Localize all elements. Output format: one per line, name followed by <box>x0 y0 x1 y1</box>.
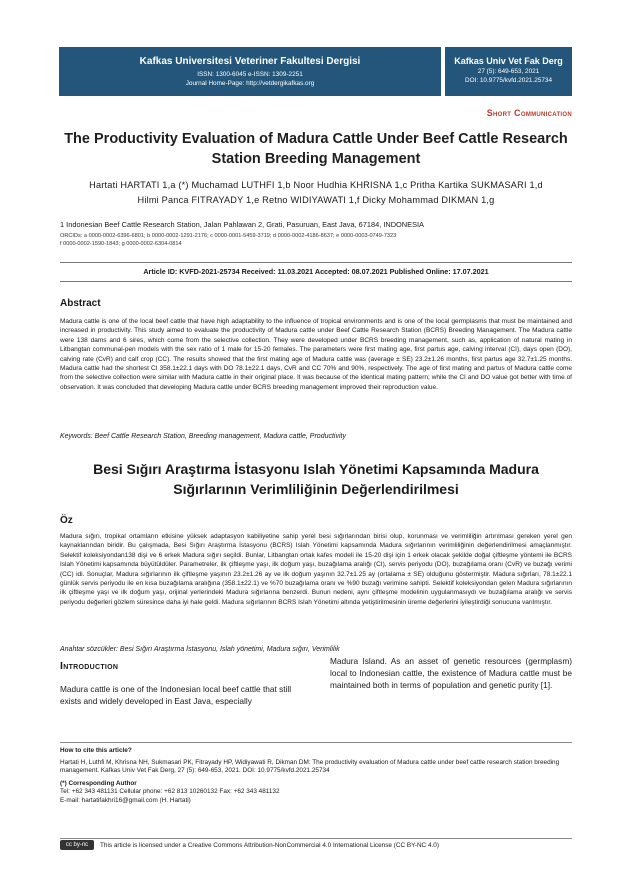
turkish-title: Besi Sığırı Araştırma İstasyonu Islah Yönetimi Kapsamında Madura Sığırlarının Verimliliğinin Değerlendirilmesi <box>93 461 539 497</box>
cite-body: Hartati H, Luthfi M, Khrisna NH, Sukmasari PK, Fitrayady HP, Widiyawati R, Dikman DM: The productivity evaluation of Madura cattle under beef cattle research station breeding management. Kafkas Univ Vet Fak Derg, 27 (5): 649-653, 2021. DOI: 10.9775/kvfd.2021.25734 <box>60 758 560 775</box>
oz-heading: Öz <box>60 515 73 526</box>
cc-license-icon[interactable]: cc by-nc <box>60 840 94 850</box>
license-text: This article is licensed under a Creative Commons Attribution-NonCommercial 4.0 International License (CC BY-NC 4.0) <box>100 842 439 849</box>
journal-banner <box>59 47 441 96</box>
affiliation: 1 Indonesian Beef Cattle Research Station, Jalan Pahlawan 2, Grati, Pasuruan, East Java, 67184, INDONESIA <box>60 220 424 229</box>
orcid-line-2: f 0000-0002-1590-1843; g 0000-0002-6304-0814 <box>60 241 182 247</box>
orcids <box>60 232 572 248</box>
oz-text: Madura sığırı, tropikal ortamların etkisine yüksek adaptasyon kabiliyetine sahip yerel besi sığırlarından birisi olup, korunması ve verimliliğin artırılması gereken yerel gen kaynaklarından biridir. Bu çalışmada, Besi Sığırı Araştırma İstasyonu (BCRS) Islah Yönetimi kapsamında Madura sığırlarının verimliliğinin değerlendirilmesi amaçlanmıştır. Selektif koleksiyondan138 dişi ve 6 erkek Madura sığırı seçildi. Bunlar, Litbangtan ortak kafes modeli ile 15-20 dişi için 1 erkek olacak şekilde doğal çiftleşme yöntemi ile BCRS Islah Yönetimi kapsamında büyütüldüler. Parametreler, ilk çiftleşme yaşı, ilk doğum yaşı, buzağılama aralığı (CI), servis periyodu (DO), buzağılama oranı (CvR) ve buzağı verimi (CC) idi. Sonuçlar, Madura sığırlarının ilk çiftleşme yaşının 23.2±1.26 ay ve ilk doğum yaşının 32.7±1.25 ay (ortalama ± SE) olduğunu göstermiştir. Madura sığırları, 78.1±22.1 günlük servis periyodu ile en kısa buzağılama aralığına (358.1±22.1) ve %70 buzağılama oranı ve %90 buzağı verimine sahipti. Selektif koleksiyondan gelen Madura sığırlarının ilk çiftleşme yaşı ve ilk doğum yaşı, orijinal yerlerindeki Madura sığırlarına benzerdi. Bunun nedeni, aynı çiftleşme modelinin uygulanmasıydı ve buzağılama aralığı ve servis periyodu değerleri gözlem süresince daha iyi hale geldi. Madura sığırlarının BCRS Islah Yönetimi altında yetiştirilmesinin üreme değerlerini iyileştirdiği sonucuna varılmıştır. <box>60 533 572 606</box>
article-info-bar: Article ID: KVFD-2021-25734 Received: 11.03.2021 Accepted: 08.07.2021 Published Online: 17.07.2021 <box>60 262 572 282</box>
authors-line-2: Hilmi Panca FITRAYADY 1,e Retno WIDIYAWATI 1,f Dicky Mohammad DIKMAN 1,g <box>137 195 495 205</box>
corresponding-heading: (*) Corresponding Author <box>60 779 137 787</box>
citation-box <box>60 742 572 853</box>
journal-doi[interactable]: DOI: 10.9775/kvfd.2021.25734 <box>464 77 553 84</box>
orcid-line-1: ORCIDs: a 0000-0002-6396-6801; b 0000-0002-1291-2176; c 0000-0001-5459-3719; d 0000-0002-4186-8637; e 0000-0003-0749-7323 <box>60 233 397 239</box>
corresponding-email[interactable]: E-mail: hartatifakhri16@gmail.com (H. Hartati) <box>60 796 191 804</box>
journal-issue: 27 (5): 649-653, 2021 <box>477 68 540 75</box>
introduction-left-column: Madura cattle is one of the Indonesian local beef cattle that still exists and widely developed in East Java, especially <box>60 684 292 706</box>
anahtar-sozcukler: Anahtar sözcükler: Besi Sığırı Araştırma İstasyonu, Islah yönetimi, Madura sığırı, Verimlilik <box>60 646 340 653</box>
journal-citation-box <box>445 47 572 96</box>
abstract-heading: Abstract <box>60 298 101 309</box>
authors-line-1: Hartati HARTATI 1,a (*) Muchamad LUTHFI 1,b Noor Hudhia KHRISNA 1,c Pritha Kartika SUKMASARI 1,d <box>89 180 543 190</box>
journal-homepage[interactable]: Journal Home-Page: http://vetdergikafkas.org <box>185 80 315 87</box>
paper-title: The Productivity Evaluation of Madura Cattle Under Beef Cattle Research Station Breeding Management <box>64 131 568 167</box>
journal-issn: ISSN: 1300-6045 e-ISSN: 1309-2251 <box>197 71 303 78</box>
introduction-heading: Introduction <box>60 660 119 672</box>
journal-short-name: Kafkas Univ Vet Fak Derg <box>454 56 563 66</box>
authors <box>60 178 572 208</box>
article-type: Short Communication <box>486 108 572 118</box>
license-footer <box>60 838 572 853</box>
corresponding-tel: Tel: +62 343 481131 Cellular phone: +62 813 10260132 Fax: +62 343 481132 <box>60 788 280 796</box>
keywords: Keywords: Beef Cattle Research Station, Breeding management, Madura cattle, Productivity <box>60 433 346 440</box>
journal-name: Kafkas Universitesi Veteriner Fakultesi Dergisi <box>139 56 361 67</box>
cite-heading: How to cite this article? <box>60 747 132 754</box>
abstract-text: Madura cattle is one of the local beef cattle that have high adaptability to the influence of tropical environments and is one of the local germplasms that must be maintained and increased in productivity. This study aimed to evaluate the productivity of Madura cattle under Beef Cattle Research Station (BCRS) Breeding Management. The Madura cattle were 138 dams and 6 sires, which come from the selective collection. They were developed under BCRS breeding management, such as, application of natural mating in Litbangtan communal-pen models with the sex ratio of 1 male for 15-20 females. The parameters were first mating age, first partus age, calving interval (CI), days open (DO), calving rate (CvR) and calf crop (CC). The results showed that the first mating age of Madura cattle was (average ± SE) 23.2±1.26 months, first partus age 32.7±1.25 months. Madura cattle had the shortest CI 358.1±22.1 days with DO 78.1±22.1 days, CvR and CC 70% and 90%, respectively. The age of first mating and partus of Madura cattle come from the selective collection were similar with Madura cattle in their original place. It was because of the identical mating pattern; while the CI and DO value got better with time of observation. It was concluded that developing Madura cattle under BCRS breeding management improved their reproduction value. <box>60 318 572 391</box>
introduction-right-column: Madura Island. As an asset of genetic resources (germplasm) local to Indonesian cattle, the existence of Madura cattle must be maintained both in terms of population and genetic purity [1]. <box>330 656 572 690</box>
